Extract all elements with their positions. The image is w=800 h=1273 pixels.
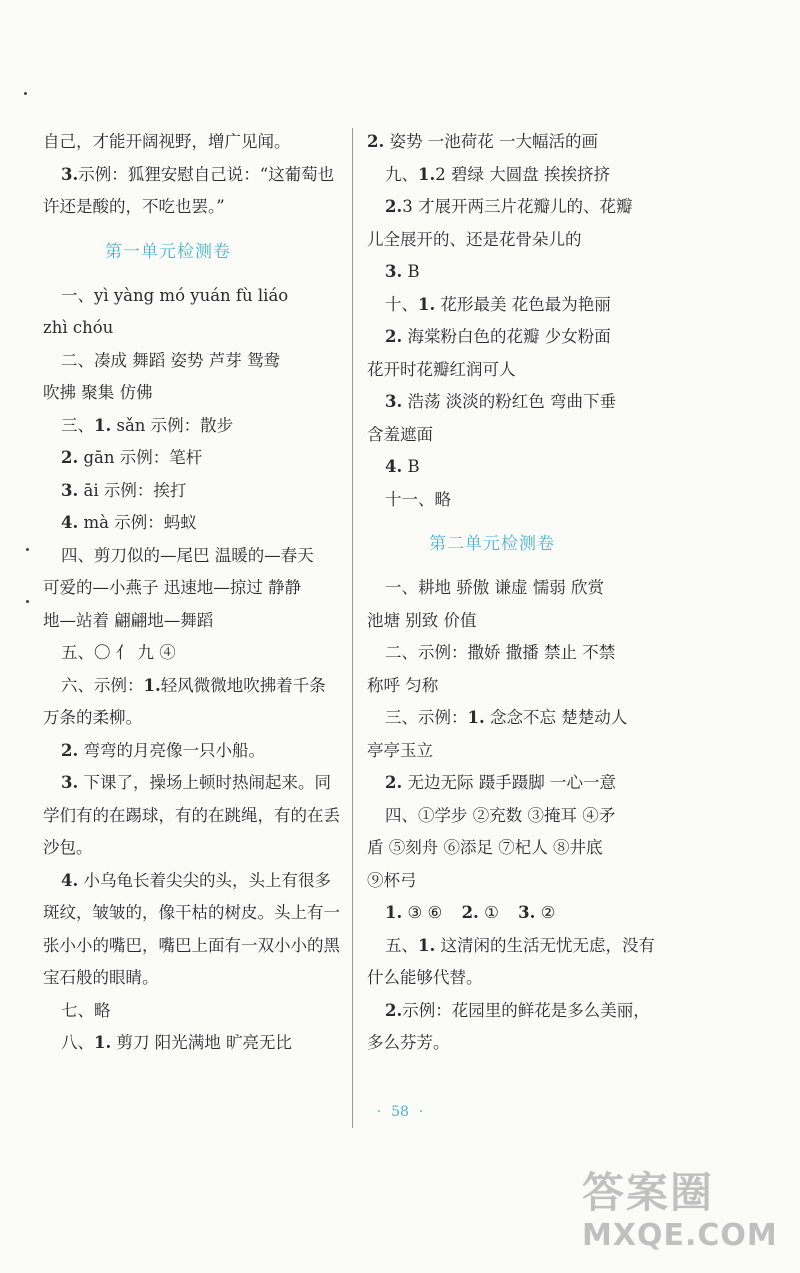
answer-line: 儿全展开的、还是花骨朵儿的 bbox=[367, 229, 582, 249]
answer-line bbox=[43, 865, 341, 898]
answer-line bbox=[367, 451, 667, 484]
answer-text: 剪刀 阳光满地 旷亮无比 bbox=[116, 1033, 292, 1052]
answer-text: āi 示例：挨打 bbox=[83, 480, 187, 500]
answer-line: 吹拂 聚集 仿佛 bbox=[43, 383, 153, 402]
answer-text: 无边无际 蹑手蹑脚 一心一意 bbox=[407, 773, 616, 792]
answer-line bbox=[367, 995, 667, 1028]
answer-line: 斑纹，皱皱的，像干枯的树皮。头上有一 bbox=[43, 903, 340, 922]
answer-line bbox=[367, 897, 667, 930]
section-label: 六、示例： bbox=[61, 675, 144, 695]
item-number: 1. bbox=[418, 294, 436, 314]
watermark-site-text: MXQE.COM bbox=[582, 1218, 778, 1253]
answer-text: ③ ⑥ bbox=[407, 903, 443, 922]
item-number: 3. bbox=[61, 164, 79, 184]
answer-line bbox=[43, 507, 341, 540]
item-number: 1. bbox=[418, 935, 436, 955]
answer-line: 一、yì yàng mó yuán fù liáo bbox=[61, 285, 289, 305]
answer-text: B bbox=[407, 262, 420, 281]
answer-line: 张小小的嘴巴，嘴巴上面有一双小小的黑 bbox=[43, 935, 340, 955]
answer-line: 二、示例：撒娇 撒播 禁止 不禁 bbox=[385, 643, 616, 662]
watermark-logo bbox=[582, 1168, 782, 1264]
item-number: 1. bbox=[467, 708, 485, 727]
answer-line bbox=[43, 735, 341, 768]
answer-line bbox=[367, 289, 667, 322]
answer-line bbox=[367, 386, 667, 419]
answer-line bbox=[367, 321, 667, 354]
answer-text: 示例：花园里的鲜花是多么美丽， bbox=[402, 1000, 650, 1020]
item-number: 3. bbox=[61, 773, 79, 792]
answer-text: gān 示例：笔杆 bbox=[83, 448, 203, 467]
answer-line: ⑨杯弓 bbox=[367, 870, 417, 890]
page-number-value: 58 bbox=[391, 1104, 409, 1120]
page-number bbox=[0, 1104, 800, 1120]
answer-line: 七、略 bbox=[61, 1000, 111, 1020]
answer-line bbox=[43, 159, 341, 192]
answer-line: 可爱的—小燕子 迅速地—掠过 静静 bbox=[43, 578, 301, 597]
section-label: 八、 bbox=[61, 1033, 94, 1052]
answer-line: 亭亭玉立 bbox=[367, 740, 433, 760]
section-label: 三、 bbox=[61, 415, 94, 435]
answer-line: 十一、略 bbox=[385, 489, 451, 509]
answer-text: 这清闲的生活无忧无虑，没有 bbox=[440, 935, 655, 955]
answer-text: 姿势 一池荷花 一大幅活的画 bbox=[389, 132, 598, 151]
item-number: 2. bbox=[461, 903, 479, 922]
item-number: 3. bbox=[385, 392, 403, 411]
item-number: 2. bbox=[367, 132, 385, 151]
item-number: 2. bbox=[385, 773, 403, 792]
item-number: 3. bbox=[61, 480, 79, 500]
item-number: 2. bbox=[385, 197, 403, 216]
answer-line: 四、①学步 ②充数 ③掩耳 ④矛 bbox=[385, 805, 616, 825]
answer-line bbox=[43, 442, 341, 475]
answer-line bbox=[43, 475, 341, 508]
left-column bbox=[43, 126, 341, 1060]
answer-line bbox=[43, 1027, 341, 1060]
answer-line bbox=[367, 767, 667, 800]
scan-dot bbox=[26, 548, 29, 551]
answer-line: 池塘 别致 价值 bbox=[367, 610, 477, 630]
answer-text: 海棠粉白色的花瓣 少女粉面 bbox=[407, 327, 611, 346]
answer-text: B bbox=[407, 457, 420, 476]
page-number-dot: · bbox=[376, 1104, 382, 1120]
scan-dot bbox=[24, 92, 27, 95]
answer-text: sǎn 示例：散步 bbox=[116, 415, 234, 435]
section-label: 九、 bbox=[385, 164, 418, 184]
item-number: 2. bbox=[385, 327, 403, 346]
answer-text: ② bbox=[540, 903, 556, 922]
answer-line: 自己，才能开阔视野，增广见闻。 bbox=[43, 132, 291, 151]
item-number: 4. bbox=[61, 870, 79, 890]
answer-line bbox=[367, 126, 667, 159]
answer-line bbox=[43, 767, 341, 800]
answer-text: 示例：狐狸安慰自己说：“这葡萄也 bbox=[78, 164, 335, 184]
section-heading-unit-1: 第一单元检测卷 bbox=[105, 241, 231, 262]
answer-text: ① bbox=[484, 903, 499, 922]
answer-text: 轻风微微地吹拂着千条 bbox=[160, 675, 326, 695]
answer-text: mà 示例：蚂蚁 bbox=[83, 513, 197, 532]
scan-dot bbox=[26, 600, 29, 603]
item-number: 1. bbox=[94, 1033, 112, 1052]
item-number: 4. bbox=[61, 513, 79, 532]
answer-line: 宝石般的眼睛。 bbox=[43, 968, 159, 987]
section-label: 五、 bbox=[385, 935, 418, 955]
answer-line bbox=[367, 159, 667, 192]
section-label: 十、 bbox=[385, 294, 418, 314]
answer-line: 学们有的在踢球，有的在跳绳，有的在丢 bbox=[43, 805, 340, 825]
answer-text: 花形最美 花色最为艳丽 bbox=[440, 294, 611, 314]
answer-line bbox=[367, 191, 667, 224]
answer-text: 3 才展开两三片花瓣儿的、花瓣 bbox=[402, 197, 633, 216]
item-number: 1. bbox=[94, 415, 112, 435]
answer-line bbox=[367, 930, 667, 963]
right-column bbox=[367, 126, 667, 1060]
answer-text: 念念不忘 楚楚动人 bbox=[489, 708, 628, 727]
answer-text: 下课了，操场上顿时热闹起来。同 bbox=[83, 773, 331, 792]
answer-text: 小乌龟长着尖尖的头，头上有很多 bbox=[83, 870, 331, 890]
answer-line bbox=[43, 670, 341, 703]
item-number: 2. bbox=[61, 448, 79, 467]
item-number: 1. bbox=[418, 164, 436, 184]
answer-text: 2 碧绿 大圆盘 挨挨挤挤 bbox=[435, 164, 610, 184]
item-number: 1. bbox=[385, 903, 403, 922]
answer-line: 二、凑成 舞蹈 姿势 芦芽 鸳鸯 bbox=[61, 350, 280, 370]
answer-line: 四、剪刀似的—尾巴 温暖的—春天 bbox=[61, 545, 314, 565]
page-number-dot: · bbox=[418, 1104, 424, 1120]
answer-line: 沙包。 bbox=[43, 838, 93, 857]
answer-line: 许还是酸的，不吃也罢。” bbox=[43, 197, 225, 216]
item-number: 2. bbox=[61, 740, 79, 760]
answer-line bbox=[367, 702, 667, 735]
answer-line: 什么能够代替。 bbox=[367, 968, 483, 987]
answer-line bbox=[367, 256, 667, 289]
item-number: 3. bbox=[518, 903, 536, 922]
answer-line: 地—站着 翩翩地—舞蹈 bbox=[43, 610, 214, 630]
answer-text: 弯弯的月亮像一只小船。 bbox=[83, 740, 265, 760]
answer-line: 花开时花瓣红润可人 bbox=[367, 359, 516, 379]
answer-line: 万条的柔柳。 bbox=[43, 708, 142, 727]
answer-line: 五、〇 亻 九 ④ bbox=[61, 643, 176, 662]
answer-line: zhì chóu bbox=[43, 318, 114, 337]
column-divider bbox=[352, 128, 353, 1128]
answer-line: 称呼 匀称 bbox=[367, 675, 439, 695]
answer-line bbox=[43, 410, 341, 443]
answer-line: 盾 ⑤刻舟 ⑥添足 ⑦杞人 ⑧井底 bbox=[367, 838, 603, 857]
answer-text: 浩荡 淡淡的粉红色 弯曲下垂 bbox=[407, 392, 616, 411]
item-number: 4. bbox=[385, 457, 403, 476]
item-number: 3. bbox=[385, 262, 403, 281]
item-number: 2. bbox=[385, 1000, 403, 1020]
section-label: 三、示例： bbox=[385, 708, 468, 727]
answer-line: 含羞遮面 bbox=[367, 424, 433, 444]
section-heading-unit-2: 第二单元检测卷 bbox=[429, 534, 555, 554]
watermark-logo-text: 答案圈 bbox=[582, 1168, 715, 1217]
answer-line: 一、耕地 骄傲 谦虚 懦弱 欣赏 bbox=[385, 578, 604, 597]
item-number: 1. bbox=[143, 675, 161, 695]
answer-line: 多么芬芳。 bbox=[367, 1033, 450, 1052]
